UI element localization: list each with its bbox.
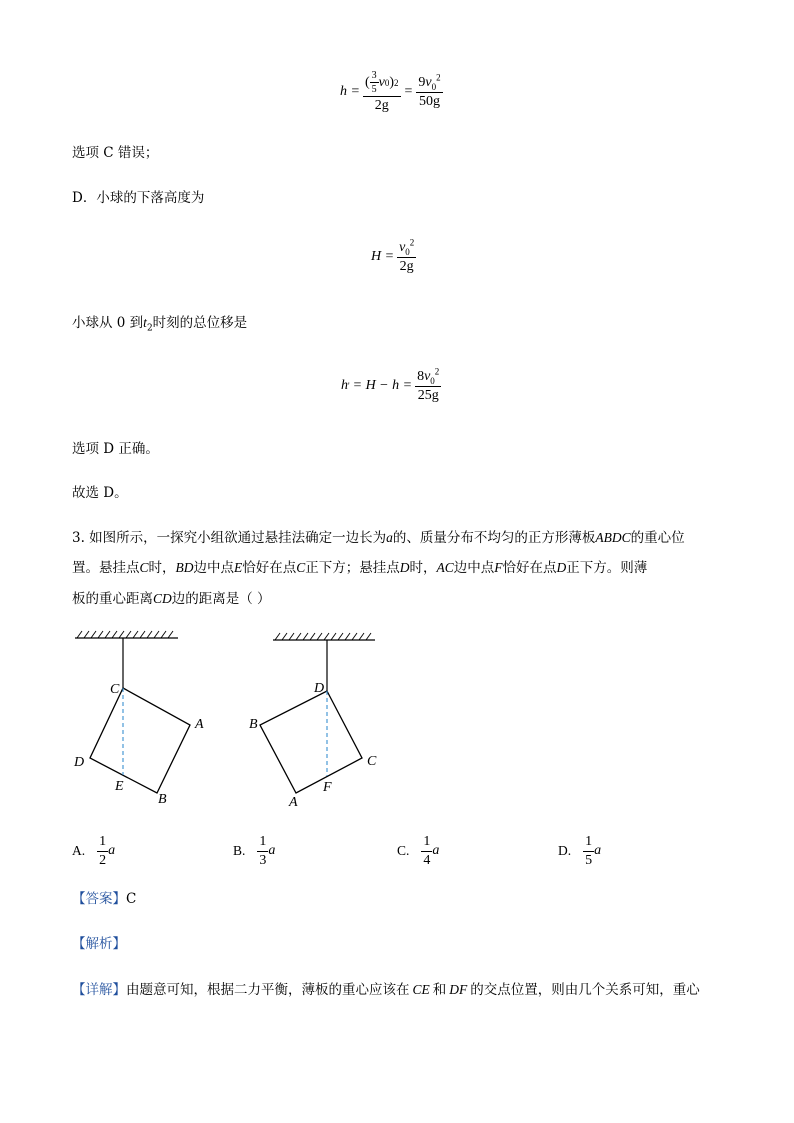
analysis-line (72, 936, 126, 952)
eq-h-lhs: h = (340, 84, 360, 99)
detail-tag: 【详解】 (72, 982, 126, 998)
text-choose-d: 故选 D。 (72, 485, 128, 501)
analysis-tag: 【解析】 (72, 936, 126, 952)
eq-h-fraction-1: ( $\frac{3}{5}$ v 0 ) 2 2g (364, 70, 399, 113)
answer-tag: 【答案】 (72, 891, 126, 907)
answer-line (72, 891, 136, 907)
label-right-B: B (249, 717, 258, 732)
detail-line: 【详解】由题意可知，根据二力平衡，薄板的重心应该在 CE 和 DF 的交点位置，则由几个关系可知，重心 (72, 982, 700, 998)
label-right-D: D (314, 681, 325, 696)
left-hanging-plate (73, 631, 204, 807)
question-3-line-2: 置。悬挂点C时，BD边中点E恰好在点C正下方；悬挂点D时，AC边中点F恰好在点D正下方。则薄 (72, 560, 648, 576)
label-right-C: C (367, 754, 377, 769)
question-3-line-3: 板的重心距离CD边的距离是（ ） (72, 591, 271, 607)
equation-H: H = $\frac{v_0^2}{2g}$ (371, 236, 415, 274)
eq-h-fraction-2: $\frac{9v_0^2}{50g}$ (418, 71, 441, 109)
question-3-line-1: 3. 如图所示，一探究小组欲通过悬挂法确定一边长为a的、质量分布不均匀的正方形薄板ABDC的重心位 (72, 530, 685, 546)
left-square-plate (90, 688, 190, 793)
equation-h-prime: h ' = H − h = $\frac{8v_0^2}{25g}$ (341, 365, 440, 403)
right-hanging-plate (249, 633, 377, 810)
right-ceiling-hatching (275, 633, 371, 640)
label-left-B: B (158, 792, 167, 807)
label-left-E: E (115, 779, 124, 794)
right-square-plate (260, 691, 362, 793)
text-option-d-right: 选项 D 正确。 (72, 441, 159, 457)
answer-value: C (126, 891, 137, 907)
option-c[interactable]: C. $\frac{1}{4}$ a (397, 833, 440, 868)
left-ceiling-hatching (77, 631, 173, 638)
eq-h-inner-fraction: $\frac{3}{5}$ (371, 70, 377, 95)
label-left-A: A (195, 717, 204, 732)
hanging-plate-figure (60, 628, 390, 813)
label-right-A: A (289, 795, 298, 810)
text-option-c-wrong: 选项 C 错误； (72, 145, 159, 161)
label-left-D: D (74, 755, 85, 770)
text-d-fall-height: D．小球的下落高度为 (72, 190, 205, 206)
equation-h: h = ( $\frac{3}{5}$ v 0 ) 2 2g = $\frac{9v_0^2}{50g}$ (340, 70, 441, 113)
option-b[interactable]: B. $\frac{1}{3}$ a (233, 833, 276, 868)
label-left-C: C (110, 682, 120, 697)
option-d[interactable]: D. $\frac{1}{5}$ a (558, 833, 602, 868)
label-right-F: F (323, 780, 332, 795)
text-total-displacement: 小球从 0 到$t_2$时刻的总位移是 (72, 315, 248, 334)
option-a[interactable]: A. $\frac{1}{2}$ a (72, 833, 116, 868)
